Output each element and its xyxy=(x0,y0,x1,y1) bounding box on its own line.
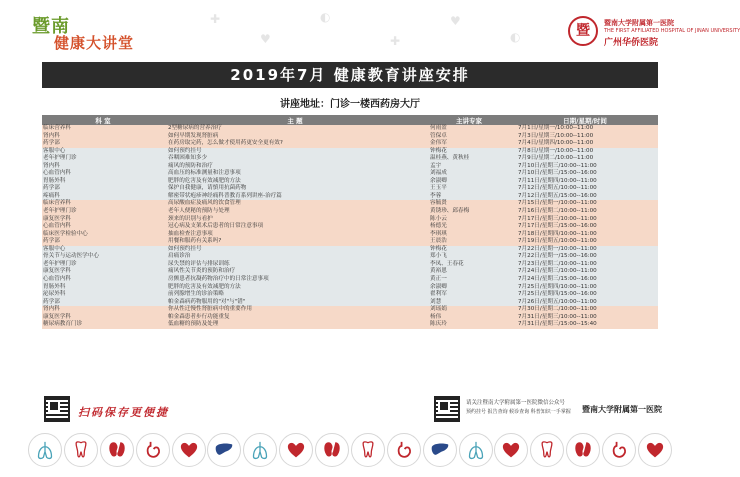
cell-topic: 2型糖尿病的营养治疗 xyxy=(164,125,426,133)
cell-expert: 王晨浩 xyxy=(426,238,512,246)
table-row xyxy=(42,170,658,178)
cell-date: 7月23日/星期二/10:00--11:00 xyxy=(512,261,658,269)
cell-date: 7月30日/星期二/10:00--11:00 xyxy=(512,306,658,314)
stomach-icon xyxy=(602,433,636,467)
hospital-logo-name: 暨南大学附属第一医院 xyxy=(604,19,674,27)
cell-date: 7月24日/星期三/15:00--16:00 xyxy=(512,276,658,284)
cell-department: 临床营养科 xyxy=(42,200,164,208)
cell-expert: 何雨盈 xyxy=(426,125,512,133)
cell-department: 老年护理门诊 xyxy=(42,208,164,216)
table-row xyxy=(42,140,658,148)
lungs-icon xyxy=(243,433,277,467)
cell-date: 7月15日/星期一/10:00--11:00 xyxy=(512,200,658,208)
cell-expert: 钟梅花 xyxy=(426,148,512,156)
cell-date: 7月31日/星期三/10:00--11:00 xyxy=(512,314,658,322)
table-row xyxy=(42,155,658,163)
cell-department: 临床医学检验中心 xyxy=(42,231,164,239)
cell-topic: 如何预约挂号 xyxy=(164,148,426,156)
qr-code-left[interactable] xyxy=(44,396,70,422)
cell-topic: 保护自我健康，请慎用抗菌药物 xyxy=(164,185,426,193)
cell-department: 肾内科 xyxy=(42,133,164,141)
cell-topic: 肥胖的危害及有效减肥的方法 xyxy=(164,178,426,186)
tooth-icon xyxy=(64,433,98,467)
cell-topic: 如何预约挂号 xyxy=(164,246,426,254)
cell-department: 肾内科 xyxy=(42,163,164,171)
cell-topic: 颈来的识别与看护 xyxy=(164,216,426,224)
cell-expert: 陈庆玲 xyxy=(426,321,512,329)
cell-expert: 杨伟 xyxy=(426,314,512,322)
cell-expert: 钟梅花 xyxy=(426,246,512,254)
table-header-row xyxy=(42,115,658,125)
cell-expert: 黄裕恩 xyxy=(426,268,512,276)
page-title: 2019年7月 健康教育讲座安排 xyxy=(42,62,658,88)
liver-icon xyxy=(207,433,241,467)
cell-department: 康复医学科 xyxy=(42,268,164,276)
table-row xyxy=(42,306,658,314)
cell-date: 7月26日/星期五/10:00--11:00 xyxy=(512,299,658,307)
cell-date: 7月9日/星期二/10:00--11:00 xyxy=(512,155,658,163)
cell-expert: 黄正一 xyxy=(426,276,512,284)
cell-date: 7月22日/星期一/15:00--16:00 xyxy=(512,253,658,261)
cell-department: 老年护理门诊 xyxy=(42,155,164,163)
cell-date: 7月22日/星期一/10:00--11:00 xyxy=(512,246,658,254)
cell-date: 7月11日/星期四/10:00--11:00 xyxy=(512,178,658,186)
table-row xyxy=(42,283,658,291)
table-row xyxy=(42,299,658,307)
cell-date: 7月17日/星期三/10:00--11:00 xyxy=(512,216,658,224)
hospital-name: 暨南大学附属第一医院 xyxy=(582,405,662,414)
cell-expert: 容毓贤 xyxy=(426,200,512,208)
cell-topic: 高尿酸血症及痛风的饮食管理 xyxy=(164,200,426,208)
hospital-logo-english: THE FIRST AFFILIATED HOSPITAL OF JINAN UNIVERSITY xyxy=(604,28,740,34)
cell-topic: 痛风性关节炎的预防和治疗 xyxy=(164,268,426,276)
cell-expert: 陈小云 xyxy=(426,216,512,224)
cell-date: 7月17日/星期三/15:00--16:00 xyxy=(512,223,658,231)
lecture-address: 讲座地址：门诊一楼西药房大厅 xyxy=(280,99,420,110)
lungs-icon xyxy=(28,433,62,467)
cell-topic: 低血糖的预防及处理 xyxy=(164,321,426,329)
cell-department: 药学部 xyxy=(42,299,164,307)
pill-icon: ◐ xyxy=(510,30,521,44)
organ-icon-row xyxy=(28,430,672,470)
cell-department: 糖尿病教育门诊 xyxy=(42,321,164,329)
table-row xyxy=(42,291,658,299)
cell-date: 7月25日/星期四/10:00--11:00 xyxy=(512,283,658,291)
cell-department: 胃肠外科 xyxy=(42,178,164,186)
heart-icon xyxy=(638,433,672,467)
cell-date: 7月25日/星期四/15:00--16:00 xyxy=(512,291,658,299)
cell-expert: 翟利军 xyxy=(426,291,512,299)
cell-expert: 王玉平 xyxy=(426,185,512,193)
cell-department: 老年护理门诊 xyxy=(42,261,164,269)
logo-line-1: 暨南 xyxy=(32,16,70,37)
cell-topic: 尿失禁的评估与排尿训练 xyxy=(164,261,426,269)
table-row xyxy=(42,185,658,193)
cell-expert: 杨德光 xyxy=(426,223,512,231)
cell-date: 7月12日/星期五/10:00--11:00 xyxy=(512,185,658,193)
cell-expert: 郑小飞 xyxy=(426,253,512,261)
cell-department: 客服中心 xyxy=(42,148,164,156)
heart-icon: ♥ xyxy=(260,32,271,46)
wechat-services-text: 预约挂号 报告查询 候诊查询 科普知识一手掌握 xyxy=(466,409,571,415)
cell-date: 7月12日/星期五/15:00--16:00 xyxy=(512,193,658,201)
cell-date: 7月10日/星期三/10:00--11:00 xyxy=(512,163,658,171)
cross-icon: ✚ xyxy=(390,34,401,48)
cell-topic: 在药房取完药，怎么做才使用药更安全更有效? xyxy=(164,140,426,148)
hospital-logo-subname: 广州华侨医院 xyxy=(604,38,659,48)
cell-topic: 老年人便秘的预防与处理 xyxy=(164,208,426,216)
table-row xyxy=(42,223,658,231)
jinan-health-lecture-logo xyxy=(32,12,182,54)
heart-icon xyxy=(172,433,206,467)
cell-department: 药学部 xyxy=(42,140,164,148)
cell-department: 药学部 xyxy=(42,238,164,246)
cell-topic: 抽血检查注意事项 xyxy=(164,231,426,239)
cell-department: 心血管内科 xyxy=(42,223,164,231)
cell-topic: 前列腺增生的诊治策略 xyxy=(164,291,426,299)
cell-topic: 肩痛诊治 xyxy=(164,253,426,261)
header-expert: 主讲专家 xyxy=(426,115,512,125)
cell-date: 7月4日/星期四/10:00--11:00 xyxy=(512,140,658,148)
header-topic: 主 题 xyxy=(164,115,426,125)
cell-topic: 肥胖的危害及有效减肥的方法 xyxy=(164,283,426,291)
table-row xyxy=(42,276,658,284)
cell-topic: 解密带状疱疹神经痛科普教育系列讲座-治疗篇 xyxy=(164,193,426,201)
cell-topic: 用餐和服药有关系吗? xyxy=(164,238,426,246)
cell-date: 7月10日/星期三/15:00--16:00 xyxy=(512,170,658,178)
table-row xyxy=(42,133,658,141)
cell-department: 康复医学科 xyxy=(42,314,164,322)
cell-department: 肾内科 xyxy=(42,306,164,314)
cell-department: 心血管内科 xyxy=(42,276,164,284)
cell-date: 7月19日/星期五/10:00--11:00 xyxy=(512,238,658,246)
cell-department: 疼痛科 xyxy=(42,193,164,201)
scan-save-text: 扫码保存更便捷 xyxy=(78,406,169,419)
table-row xyxy=(42,268,658,276)
cell-expert: 温桂燕、黄秋桂 xyxy=(426,155,512,163)
medical-decoration xyxy=(200,4,540,56)
table-row xyxy=(42,125,658,133)
cell-date: 7月3日/星期三/10:00--11:00 xyxy=(512,133,658,141)
cell-topic: 房颤患者抗凝药物治疗中的日常注意事项 xyxy=(164,276,426,284)
cell-date: 7月16日/星期二/10:00--11:00 xyxy=(512,208,658,216)
tooth-icon xyxy=(351,433,385,467)
cell-date: 7月31日/星期三/15:00--15:40 xyxy=(512,321,658,329)
hospital-logo xyxy=(568,16,740,52)
schedule-table xyxy=(42,115,658,329)
pill-icon: ◐ xyxy=(320,10,331,24)
header-department: 科 室 xyxy=(42,115,164,125)
cell-date: 7月24日/星期三/10:00--11:00 xyxy=(512,268,658,276)
heart-icon: ♥ xyxy=(450,14,461,28)
cell-department: 临床营养科 xyxy=(42,125,164,133)
table-row xyxy=(42,216,658,224)
heart-icon xyxy=(494,433,528,467)
cell-topic: 如何早期发现肾脏病 xyxy=(164,133,426,141)
cell-topic: 你从性迁慢性肾脏病中的重要作用 xyxy=(164,306,426,314)
hospital-emblem-icon: 暨 xyxy=(568,16,598,46)
cell-date: 7月18日/星期四/10:00--11:00 xyxy=(512,231,658,239)
stomach-icon xyxy=(387,433,421,467)
table-row xyxy=(42,238,658,246)
lungs-icon xyxy=(459,433,493,467)
cell-department: 胃肠外科 xyxy=(42,283,164,291)
cell-expert: 金伟军 xyxy=(426,140,512,148)
schedule-body xyxy=(42,125,658,329)
cell-topic: 帕金森病药物服用的"对"与"错" xyxy=(164,299,426,307)
page-footer xyxy=(0,392,700,477)
cell-expert: 刘瑶娟 xyxy=(426,306,512,314)
cell-department: 客服中心 xyxy=(42,246,164,254)
cell-expert: 刘慧 xyxy=(426,299,512,307)
page-header xyxy=(0,0,740,58)
cell-topic: 冠心病及支架术后患者的日常注意事项 xyxy=(164,223,426,231)
cell-expert: 孟宇 xyxy=(426,163,512,171)
wechat-follow-text: 请关注暨南大学附属第一医院微信公众号 xyxy=(466,400,566,406)
cell-topic: 吞咽困难知多少 xyxy=(164,155,426,163)
cell-department: 骨关节与运动医学中心 xyxy=(42,253,164,261)
cell-department: 心血管内科 xyxy=(42,170,164,178)
cell-topic: 痛风的预防和治疗 xyxy=(164,163,426,171)
cross-icon: ✚ xyxy=(210,12,221,26)
cell-expert: 黄锈珍、邱春梅 xyxy=(426,208,512,216)
cell-department: 药学部 xyxy=(42,185,164,193)
logo-line-2: 健康大讲堂 xyxy=(54,34,135,52)
table-row xyxy=(42,253,658,261)
kidney-icon xyxy=(566,433,600,467)
cell-expert: 李凤、王春花 xyxy=(426,261,512,269)
cell-department: 泌尿外科 xyxy=(42,291,164,299)
kidney-icon xyxy=(100,433,134,467)
table-row xyxy=(42,321,658,329)
heart-icon xyxy=(279,433,313,467)
kidney-icon xyxy=(315,433,349,467)
cell-expert: 李琪琪 xyxy=(426,231,512,239)
header-date: 日期/星期/时间 xyxy=(512,115,658,125)
cell-expert: 刘福成 xyxy=(426,170,512,178)
qr-code-wechat[interactable] xyxy=(434,396,460,422)
cell-expert: 管保卓 xyxy=(426,133,512,141)
liver-icon xyxy=(423,433,457,467)
cell-topic: 高血压的标准测量和注意事项 xyxy=(164,170,426,178)
cell-date: 7月1日/星期一/10:00--11:00 xyxy=(512,125,658,133)
cell-expert: 余淑卿 xyxy=(426,178,512,186)
cell-department: 康复医学科 xyxy=(42,216,164,224)
table-row xyxy=(42,200,658,208)
tooth-icon xyxy=(530,433,564,467)
stomach-icon xyxy=(136,433,170,467)
cell-date: 7月8日/星期一/10:00--11:00 xyxy=(512,148,658,156)
table-row xyxy=(42,208,658,216)
cell-expert: 李蓉 xyxy=(426,193,512,201)
cell-topic: 帕金森患者步行功能重复 xyxy=(164,314,426,322)
cell-expert: 余淑卿 xyxy=(426,283,512,291)
